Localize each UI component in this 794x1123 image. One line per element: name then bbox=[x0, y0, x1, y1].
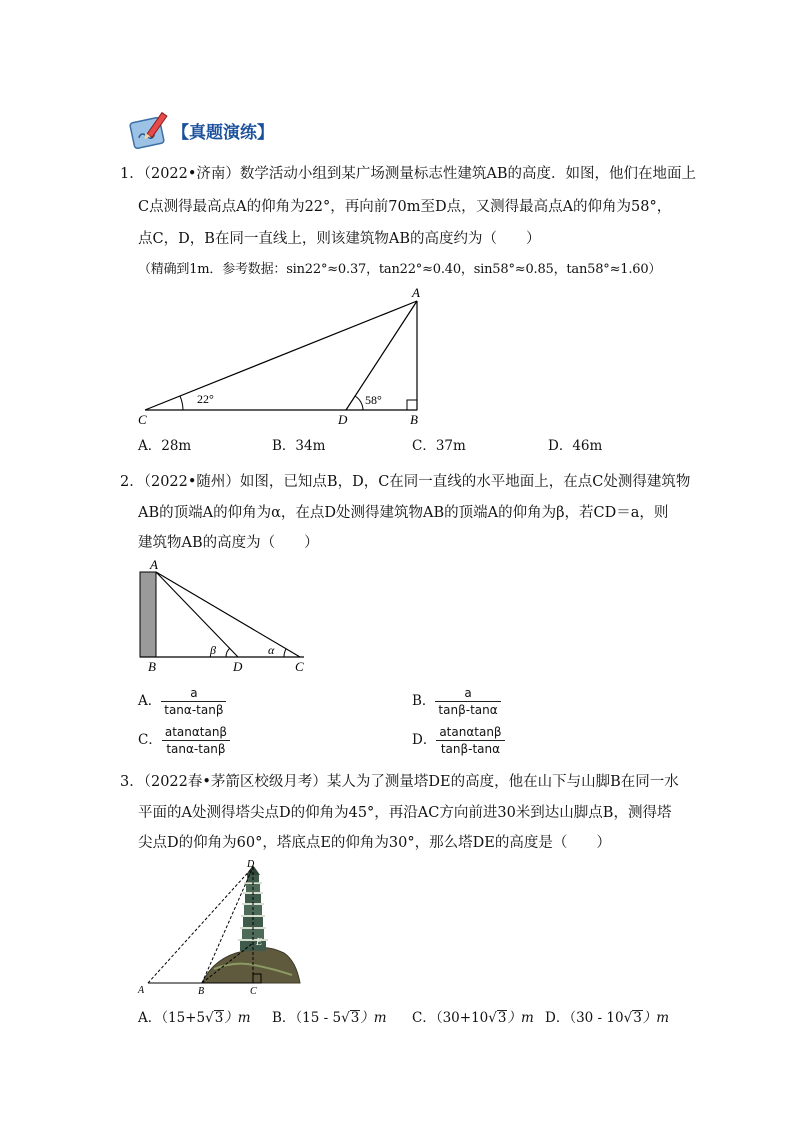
q3-option-a-label: A． bbox=[138, 1010, 162, 1026]
q1-angle-label-58: 58° bbox=[365, 393, 382, 407]
q1-label-b: B bbox=[410, 412, 418, 427]
q3-option-b-pre: （15 - 5 bbox=[295, 1010, 342, 1026]
q3-line-2: 平面的A处测得塔尖点D的仰角为45°，再沿AC方向前进30米到达山脚点B，测得塔 bbox=[138, 805, 672, 821]
q3-option-c[interactable] bbox=[412, 1009, 534, 1027]
q3-figure bbox=[134, 857, 309, 997]
q1-option-c[interactable]: C．37m bbox=[412, 438, 466, 454]
q1-figure bbox=[135, 285, 435, 435]
q1-line-2: C点测得最高点A的仰角为22°，再向前70m至D点，又测得最高点A的仰角为58°， bbox=[138, 199, 672, 215]
q3-option-b-label: B． bbox=[272, 1010, 296, 1026]
q2-option-a-fraction bbox=[161, 686, 226, 717]
q2-sightline-ac bbox=[156, 572, 300, 657]
q2-option-a-label: A． bbox=[138, 693, 162, 709]
q2-angle-arc-alpha bbox=[284, 649, 286, 657]
q1-angle-arc-d bbox=[355, 396, 363, 410]
q3-label-c: C bbox=[250, 986, 257, 997]
q3-option-c-post: ）m bbox=[507, 1010, 534, 1026]
q3-option-d-radical: √3 bbox=[623, 1010, 642, 1026]
q3-label-a: A bbox=[138, 985, 145, 996]
q3-option-c-label: C． bbox=[412, 1010, 436, 1026]
q3-option-d-pre: （30 - 10 bbox=[569, 1010, 624, 1026]
q3-option-b-post: ）m bbox=[360, 1010, 387, 1026]
q1-option-b[interactable]: B．34m bbox=[272, 438, 326, 454]
q3-option-d-post: ）m bbox=[642, 1010, 670, 1026]
q1-label-a: A bbox=[412, 285, 420, 300]
q2-option-c-label: C． bbox=[138, 732, 162, 748]
q3-option-d[interactable] bbox=[545, 1009, 669, 1027]
q2-label-beta: β bbox=[210, 643, 216, 657]
q2-option-c-den: tanα-tanβ bbox=[166, 742, 226, 756]
q2-option-b-fraction bbox=[435, 686, 500, 717]
q2-building bbox=[140, 572, 156, 657]
q2-option-c[interactable] bbox=[138, 725, 230, 756]
q3-option-d-rad: 3 bbox=[633, 1010, 642, 1026]
q3-option-c-pre: （30+10 bbox=[435, 1010, 489, 1026]
q2-label-b: B bbox=[148, 659, 156, 673]
q1-right-angle bbox=[407, 400, 417, 410]
q2-option-c-num: atanαtanβ bbox=[162, 725, 230, 741]
q3-option-a-pre: （15+5 bbox=[161, 1010, 206, 1026]
q1-option-a[interactable]: A．28m bbox=[138, 438, 192, 454]
pencil-notepad-icon bbox=[128, 110, 176, 150]
q2-option-b-den: tanβ-tanα bbox=[438, 703, 498, 717]
q3-option-c-rad: 3 bbox=[497, 1010, 507, 1026]
q1-line-3: 点C，D，B在同一直线上，则该建筑物AB的高度约为（ ） bbox=[138, 231, 541, 247]
q2-line-1: 2．（2022•随州）如图，已知点B，D，C在同一直线的水平地面上，在点C处测得建筑物 bbox=[120, 474, 691, 490]
q3-option-c-radical: √3 bbox=[488, 1010, 507, 1026]
q3-option-a-radical: √3 bbox=[205, 1010, 224, 1026]
q1-line-4: （精确到1m．参考数据：sin22°≈0.37，tan22°≈0.40，sin58°≈0.85，tan58°≈1.60） bbox=[138, 262, 662, 277]
section-title: 【真题演练】 bbox=[172, 123, 274, 143]
q2-option-b-num: a bbox=[435, 686, 500, 702]
q3-label-b: B bbox=[198, 986, 205, 997]
q2-line-2: AB的顶端A的仰角为α，在点D处测得建筑物AB的顶端A的仰角为β，若CD＝a，则 bbox=[138, 505, 669, 521]
q3-label-d: D bbox=[247, 859, 255, 870]
q3-option-b-rad: 3 bbox=[350, 1010, 360, 1026]
q1-label-d: D bbox=[338, 412, 348, 427]
q2-angle-arc-beta bbox=[226, 648, 230, 657]
q1-angle-label-22: 22° bbox=[197, 392, 214, 406]
q3-option-b-radical: √3 bbox=[341, 1010, 360, 1026]
q1-angle-arc-c bbox=[180, 396, 183, 410]
q2-sightline-ad bbox=[156, 572, 238, 657]
q3-line-3: 尖点D的仰角为60°，塔底点E的仰角为30°，那么塔DE的高度是（ ） bbox=[138, 835, 611, 851]
q3-line-1: 3．（2022春•茅箭区校级月考）某人为了测量塔DE的高度，他在山下与山脚B在同一水 bbox=[120, 774, 679, 790]
q2-figure bbox=[134, 558, 324, 673]
q2-option-b-label: B． bbox=[412, 693, 436, 709]
q1-option-d[interactable]: D．46m bbox=[548, 438, 603, 454]
q3-option-d-label: D． bbox=[545, 1010, 570, 1026]
q2-option-d-fraction bbox=[436, 725, 504, 756]
q1-label-c: C bbox=[138, 412, 147, 427]
q1-line-1: 1．（2022•济南）数学活动小组到某广场测量标志性建筑AB的高度．如图，他们在地面上 bbox=[120, 166, 697, 182]
q2-option-a-den: tanα-tanβ bbox=[164, 703, 224, 717]
q2-label-c: C bbox=[295, 659, 304, 673]
q2-option-d-den: tanβ-tanα bbox=[440, 742, 501, 756]
q2-label-a: A bbox=[150, 558, 158, 572]
q2-label-alpha: α bbox=[268, 643, 275, 657]
section-header bbox=[128, 110, 328, 150]
q3-option-b[interactable] bbox=[272, 1009, 387, 1027]
q2-option-b[interactable] bbox=[412, 686, 501, 717]
q2-option-d[interactable] bbox=[412, 725, 505, 756]
q2-option-a-num: a bbox=[161, 686, 226, 702]
q2-option-d-label: D． bbox=[412, 732, 437, 748]
q2-option-a[interactable] bbox=[138, 686, 226, 717]
q3-option-a-rad: 3 bbox=[214, 1010, 224, 1026]
q2-label-d: D bbox=[233, 659, 243, 673]
q2-line-3: 建筑物AB的高度为（ ） bbox=[138, 535, 319, 551]
q3-option-a[interactable] bbox=[138, 1009, 251, 1027]
q3-label-e: E bbox=[256, 937, 263, 948]
q2-option-c-fraction bbox=[162, 725, 230, 756]
q2-option-d-num: atanαtanβ bbox=[436, 725, 504, 741]
q3-option-a-post: ）m bbox=[224, 1010, 251, 1026]
